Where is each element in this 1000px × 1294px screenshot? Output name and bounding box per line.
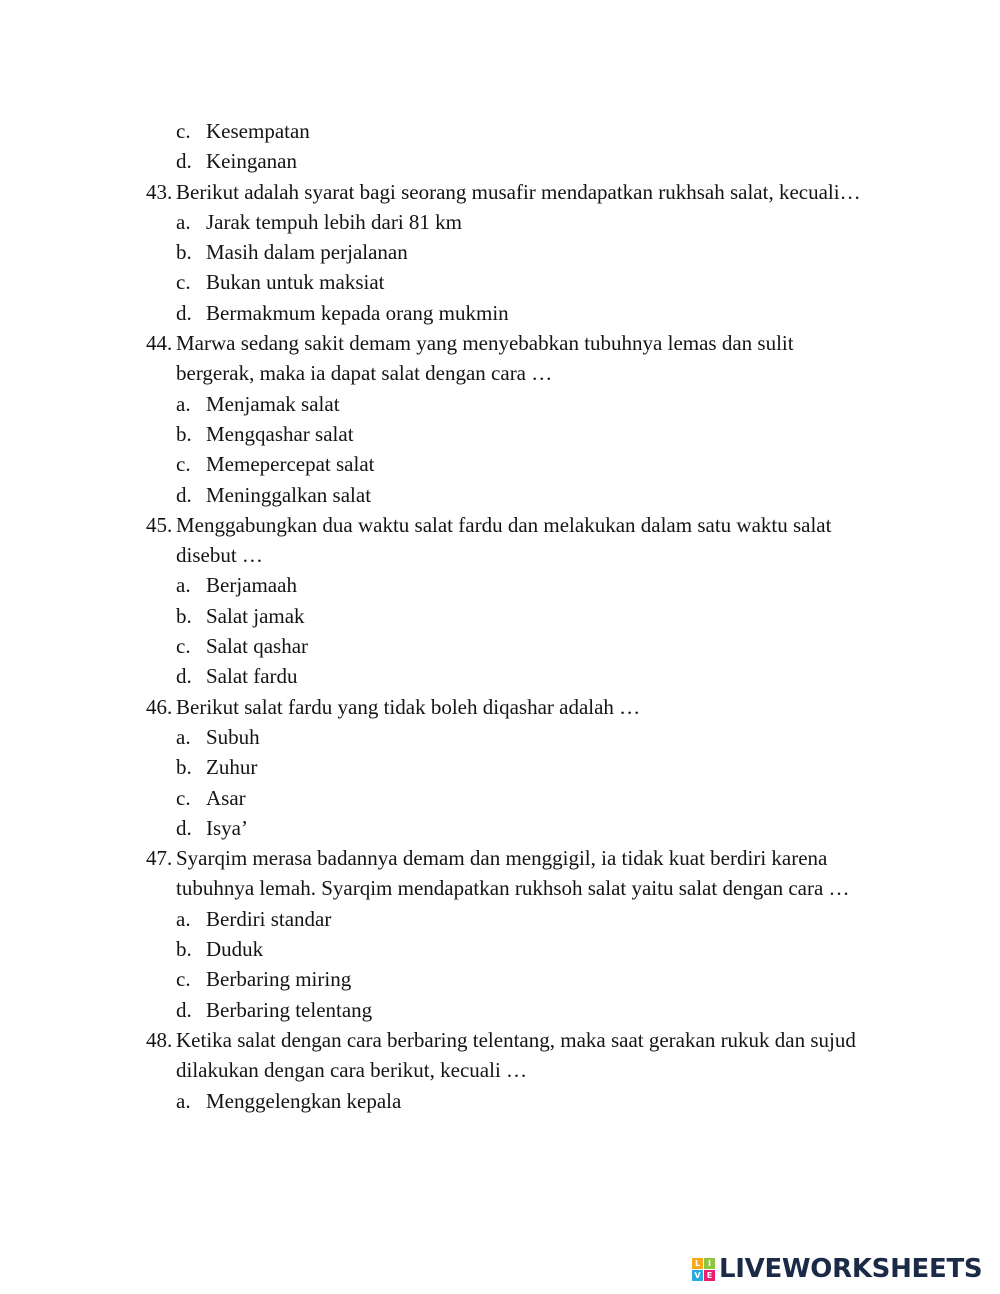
logo-icon-letter: L xyxy=(692,1258,703,1269)
answer-option xyxy=(0,964,1000,994)
question-number: 44. xyxy=(146,331,173,356)
option-text: Bukan untuk maksiat xyxy=(206,270,385,295)
option-text: Mengqashar salat xyxy=(206,421,354,446)
question-text: Syarqim merasa badannya demam dan menggigil, ia tidak kuat berdiri karena tubuhnya lemah. Syarqim mendapatkan rukhsoh salat yaitu salat dengan cara … xyxy=(176,846,850,901)
option-letter: b. xyxy=(176,240,192,265)
option-letter: b. xyxy=(176,421,192,446)
option-letter: a. xyxy=(176,391,191,416)
question xyxy=(0,177,876,207)
option-letter: a. xyxy=(176,1088,191,1113)
option-letter: d. xyxy=(176,664,192,689)
answer-option xyxy=(0,783,1000,813)
option-letter: c. xyxy=(176,119,191,143)
logo-text: LIVEWORKSHEETS xyxy=(719,1254,983,1284)
question xyxy=(0,843,876,904)
option-letter: c. xyxy=(176,270,191,295)
option-letter: b. xyxy=(176,755,192,780)
logo-icon-letter: V xyxy=(692,1270,703,1281)
option-text: Asar xyxy=(206,785,246,810)
option-text: Menggelengkan kepala xyxy=(206,1088,402,1113)
answer-option xyxy=(0,207,1000,237)
option-letter: c. xyxy=(176,634,191,659)
option-text: Keinganan xyxy=(206,149,297,174)
option-letter: d. xyxy=(176,300,192,325)
option-letter: b. xyxy=(176,603,192,628)
option-text: Berbaring miring xyxy=(206,967,352,992)
question xyxy=(0,328,876,389)
option-text: Salat fardu xyxy=(206,664,298,689)
option-letter: c. xyxy=(176,967,191,992)
option-text: Salat jamak xyxy=(206,603,305,628)
liveworksheets-logo xyxy=(692,1253,982,1285)
option-text: Berbaring telentang xyxy=(206,997,373,1022)
option-letter: a. xyxy=(176,906,191,931)
option-letter: d. xyxy=(176,815,192,840)
question xyxy=(0,1025,876,1086)
answer-option xyxy=(0,389,1000,419)
option-letter: a. xyxy=(176,209,191,234)
answer-option xyxy=(0,146,1000,176)
answer-option xyxy=(0,419,1000,449)
answer-option xyxy=(0,601,1000,631)
option-letter: a. xyxy=(176,724,191,749)
option-text: Zuhur xyxy=(206,755,258,780)
question-number: 45. xyxy=(146,512,173,537)
option-text: Duduk xyxy=(206,937,264,962)
answer-option xyxy=(0,298,1000,328)
question-text: Marwa sedang sakit demam yang menyebabkan tubuhnya lemas dan sulit bergerak, maka ia dapat salat dengan cara … xyxy=(176,331,794,386)
option-letter: a. xyxy=(176,573,191,598)
answer-option xyxy=(0,480,1000,510)
answer-option xyxy=(0,570,1000,600)
option-text: Meninggalkan salat xyxy=(206,482,372,507)
answer-option xyxy=(0,752,1000,782)
option-text: Berjamaah xyxy=(206,573,297,598)
answer-option xyxy=(0,631,1000,661)
question xyxy=(0,510,876,571)
option-text: Bermakmum kepada orang mukmin xyxy=(206,300,509,325)
answer-option xyxy=(0,934,1000,964)
worksheet-content xyxy=(0,116,1000,1116)
option-letter: d. xyxy=(176,482,192,507)
question xyxy=(0,692,876,722)
answer-option xyxy=(0,995,1000,1025)
question-text: Menggabungkan dua waktu salat fardu dan melakukan dalam satu waktu salat disebut … xyxy=(176,512,832,568)
answer-option xyxy=(0,1086,1000,1116)
question-text: Berikut salat fardu yang tidak boleh diqashar adalah … xyxy=(176,694,641,719)
option-letter: c. xyxy=(176,785,191,810)
answer-option xyxy=(0,904,1000,934)
option-text: Subuh xyxy=(206,724,260,749)
option-text: Memepercepat salat xyxy=(206,452,375,477)
option-text: Jarak tempuh lebih dari 81 km xyxy=(206,209,463,234)
option-text: Salat qashar xyxy=(206,634,309,659)
answer-option xyxy=(0,661,1000,691)
logo-icon-letter: I xyxy=(704,1258,715,1269)
question-number: 46. xyxy=(146,694,173,719)
answer-option xyxy=(0,237,1000,267)
logo-icon-letter: E xyxy=(704,1270,715,1281)
answer-option xyxy=(0,722,1000,752)
option-text: Masih dalam perjalanan xyxy=(206,240,408,265)
question-number: 48. xyxy=(146,1027,173,1052)
option-letter: d. xyxy=(176,149,192,174)
option-text: Kesempatan xyxy=(206,119,310,143)
option-letter: b. xyxy=(176,937,192,962)
answer-option xyxy=(0,267,1000,297)
liveworksheets-logo-icon xyxy=(692,1258,715,1281)
option-text: Isya’ xyxy=(206,815,248,840)
option-text: Berdiri standar xyxy=(206,906,332,931)
question-number: 47. xyxy=(146,846,173,871)
answer-option xyxy=(0,813,1000,843)
option-letter: c. xyxy=(176,452,191,477)
option-text: Menjamak salat xyxy=(206,391,340,416)
answer-option xyxy=(0,449,1000,479)
answer-option xyxy=(0,116,1000,146)
option-letter: d. xyxy=(176,997,192,1022)
question-text: Berikut adalah syarat bagi seorang musafir mendapatkan rukhsah salat, kecuali… xyxy=(176,179,861,204)
question-number: 43. xyxy=(146,179,173,204)
question-text: Ketika salat dengan cara berbaring telentang, maka saat gerakan rukuk dan sujud dilakukan dengan cara berikut, kecuali … xyxy=(176,1027,856,1083)
